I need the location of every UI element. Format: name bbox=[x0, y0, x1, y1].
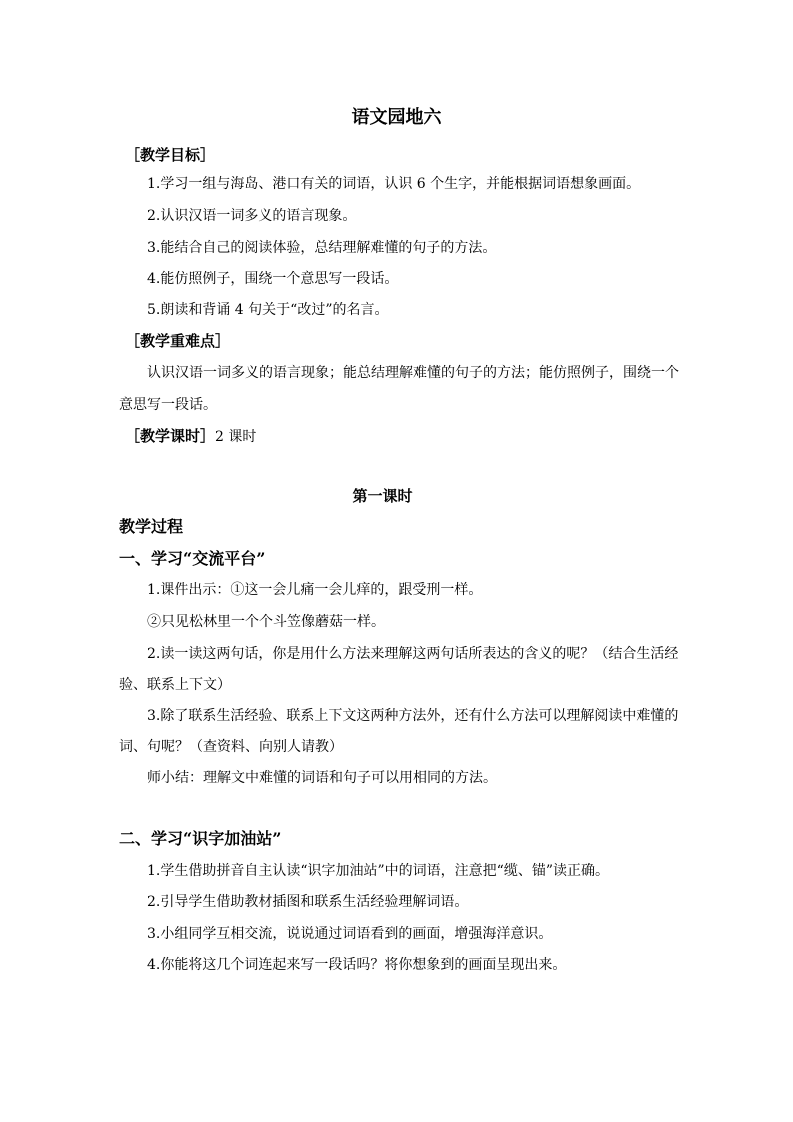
class-hours-line bbox=[125, 426, 256, 447]
objective-item-1: 1.学习一组与海岛、港口有关的词语，认识 6 个生字，并能根据词语想象画面。 bbox=[147, 176, 641, 192]
lesson-title: 第一课时 bbox=[352, 487, 413, 505]
objectives-heading: ［教学目标］ bbox=[125, 146, 216, 164]
part1-summary: 师小结：理解文中难懂的词语和句子可以用相同的方法。 bbox=[147, 770, 497, 786]
class-hours-value: 2 课时 bbox=[215, 429, 257, 445]
key-points-heading: ［教学重难点］ bbox=[125, 332, 231, 350]
part1-line-2: ②只见松林里一个个斗笠像蘑菇一样。 bbox=[147, 614, 385, 630]
key-points-line-2: 意思写一段话。 bbox=[119, 397, 217, 413]
part1-line-5: 3.除了联系生活经验、联系上下文这两种方法外，还有什么方法可以理解阅读中难懂的 bbox=[147, 708, 679, 724]
objective-item-3: 3.能结合自己的阅读体验，总结理解难懂的句子的方法。 bbox=[147, 240, 497, 256]
part2-line-2: 2.引导学生借助教材插图和联系生活经验理解词语。 bbox=[147, 894, 469, 910]
class-hours-heading: ［教学课时］ bbox=[125, 427, 216, 445]
part2-line-4: 4.你能将这几个词连起来写一段话吗？将你想象到的画面呈现出来。 bbox=[147, 957, 567, 973]
objective-item-4: 4.能仿照例子，围绕一个意思写一段话。 bbox=[147, 271, 399, 287]
part1-line-1: 1.课件出示：①这一会儿痛一会儿痒的，跟受刑一样。 bbox=[147, 582, 483, 598]
objective-item-5: 5.朗读和背诵 4 句关于“改过”的名言。 bbox=[147, 302, 389, 318]
part1-line-6: 词、句呢？（查资料、向别人请教） bbox=[119, 739, 343, 755]
key-points-line-1: 认识汉语一词多义的语言现象；能总结理解难懂的句子的方法；能仿照例子，围绕一个 bbox=[147, 365, 679, 381]
part2-heading: 二、学习“识字加油站” bbox=[119, 829, 282, 848]
objective-item-2: 2.认识汉语一词多义的语言现象。 bbox=[147, 208, 357, 224]
part2-line-1: 1.学生借助拼音自主认读“识字加油站”中的词语，注意把“缆、锚”读正确。 bbox=[147, 863, 609, 879]
part1-heading: 一、学习“交流平台” bbox=[119, 549, 266, 568]
part1-line-4: 验、联系上下文） bbox=[119, 677, 231, 693]
part1-line-3: 2.读一读这两句话，你是用什么方法来理解这两句话所表达的含义的呢？（结合生活经 bbox=[147, 646, 679, 662]
document-title: 语文园地六 bbox=[351, 107, 442, 128]
process-heading: 教学过程 bbox=[119, 517, 184, 536]
part2-line-3: 3.小组同学互相交流，说说通过词语看到的画面，增强海洋意识。 bbox=[147, 926, 553, 942]
